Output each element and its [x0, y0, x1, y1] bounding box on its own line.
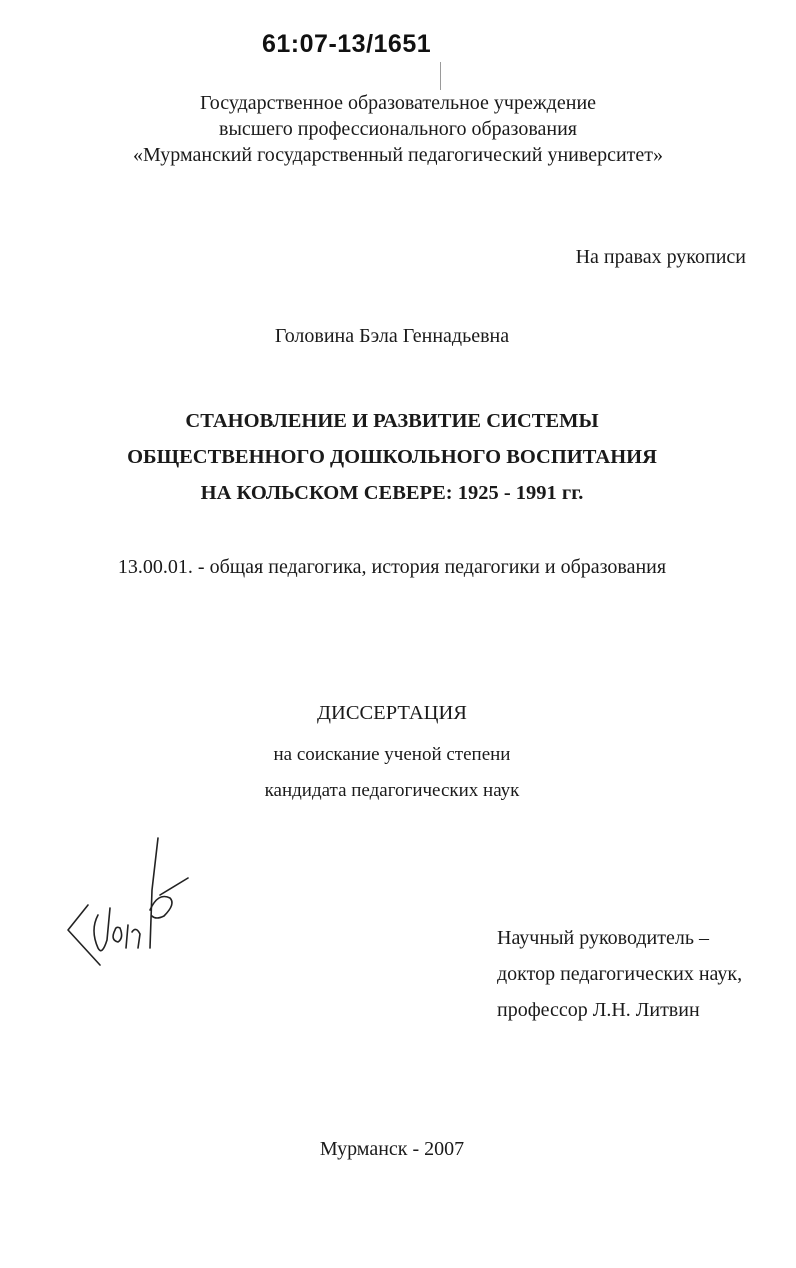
supervisor-line-3: профессор Л.Н. Литвин — [497, 999, 700, 1021]
institution-line-2: высшего профессионального образования — [219, 118, 577, 140]
institution-line-1: Государственное образовательное учреждение — [199, 92, 597, 114]
institution-line-3: «Мурманский государственный педагогический университет» — [132, 144, 664, 166]
rights-note: На правах рукописи — [575, 246, 746, 268]
title-line-1: СТАНОВЛЕНИЕ И РАЗВИТИЕ СИСТЕМЫ — [185, 410, 599, 432]
supervisor-line-2: доктор педагогических наук, — [497, 963, 743, 985]
title-line-2: ОБЩЕСТВЕННОГО ДОШКОЛЬНОГО ВОСПИТАНИЯ — [127, 446, 657, 468]
specialty-code: 13.00.01. - общая педагогика, история педагогики и образования — [117, 556, 667, 578]
supervisor-block — [497, 920, 742, 1028]
supervisor-line-1: Научный руководитель – — [497, 927, 709, 949]
city-year: Мурманск - 2007 — [319, 1138, 465, 1160]
scan-mark-divider — [440, 62, 441, 90]
degree-block — [0, 737, 796, 809]
title-line-3: НА КОЛЬСКОМ СЕВЕРЕ: 1925 - 1991 гг. — [200, 482, 584, 504]
document-type: ДИССЕРТАЦИЯ — [317, 702, 467, 724]
degree-line-2: кандидата педагогических наук — [264, 780, 520, 801]
catalog-number: 61:07-13/1651 — [262, 30, 432, 58]
degree-line-1: на соискание ученой степени — [273, 744, 511, 765]
author-name: Головина Бэла Геннадьевна — [274, 325, 510, 347]
institution-header — [0, 90, 796, 168]
dissertation-title — [0, 403, 796, 511]
handwritten-signature-icon — [60, 830, 195, 975]
